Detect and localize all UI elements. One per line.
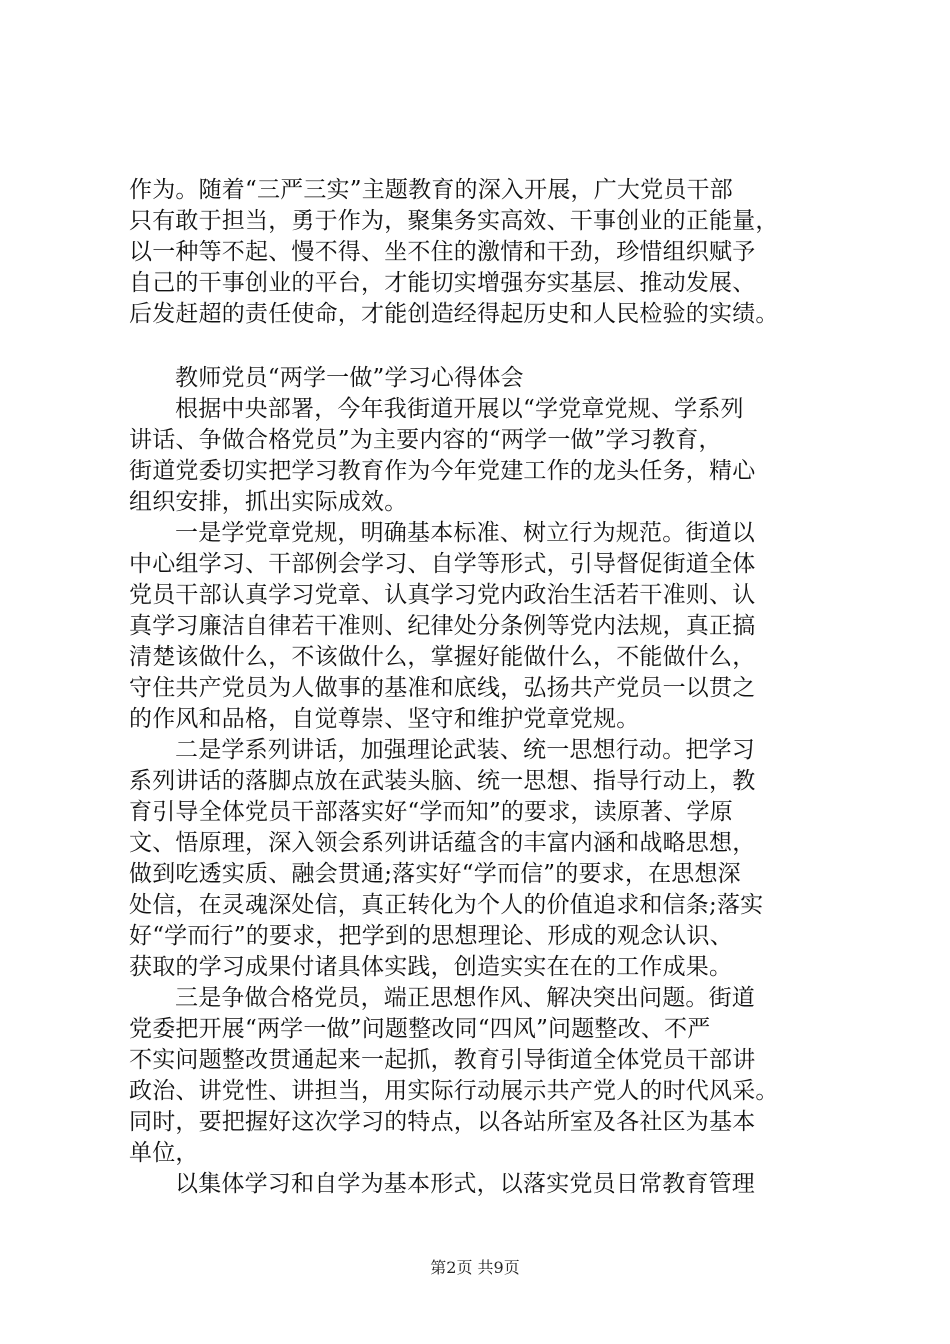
- text-line: 处信，在灵魂深处信，真正转化为个人的价值追求和信条;落实: [129, 892, 764, 918]
- article-body: [129, 394, 829, 1200]
- text-line: 根据中央部署，今年我街道开展以“学党章党规、学系列: [175, 396, 744, 422]
- text-line: 一是学党章党规，明确基本标准、树立行为规范。街道以: [175, 520, 755, 546]
- text-line: 育引导全体党员干部落实好“学而知”的要求，读原著、学原: [129, 799, 733, 825]
- text-line: 好“学而行”的要求，把学到的思想理论、形成的观念认识、: [129, 923, 733, 949]
- text-line: 清楚该做什么，不该做什么，掌握好能做什么，不能做什么，: [129, 644, 756, 670]
- article-title: 教师党员“两学一做”学习心得体会: [175, 365, 524, 391]
- text-line: 做到吃透实质、融会贯通;落实好“学而信”的要求，在思想深: [129, 861, 741, 887]
- text-line: 守住共产党员为人做事的基准和底线，弘扬共产党员一以贯之: [129, 675, 756, 701]
- text-line: 三是争做合格党员，端正思想作风、解决突出问题。街道: [175, 985, 755, 1011]
- text-line: 文、悟原理，深入领会系列讲话蕴含的丰富内涵和战略思想，: [129, 830, 756, 856]
- text-line: 二是学系列讲话，加强理论武装、统一思想行动。把学习: [175, 737, 755, 763]
- text-line: 党员干部认真学习党章、认真学习党内政治生活若干准则、认: [129, 582, 756, 608]
- text-line: 以一种等不起、慢不得、坐不住的激情和干劲，珍惜组织赋予: [129, 239, 756, 265]
- text-line: 以集体学习和自学为基本形式，以落实党员日常教育管理: [175, 1171, 755, 1197]
- text-line: 政治、讲党性、讲担当，用实际行动展示共产党人的时代风采。: [129, 1078, 779, 1104]
- text-line: 讲话、争做合格党员”为主要内容的“两学一做”学习教育，: [129, 427, 722, 453]
- page-footer: 第2页 共9页: [430, 1258, 520, 1277]
- text-line: 系列讲话的落脚点放在武装头脑、统一思想、指导行动上，教: [129, 768, 756, 794]
- document-body: [129, 175, 829, 1200]
- text-line: 只有敢于担当，勇于作为，聚集务实高效、干事创业的正能量，: [129, 208, 779, 234]
- text-line: 街道党委切实把学习教育作为今年党建工作的龙头任务，精心: [129, 458, 756, 484]
- text-line: 党委把开展“两学一做”问题整改同“四风”问题整改、不严: [129, 1016, 711, 1042]
- text-line: 自己的干事创业的平台，才能切实增强夯实基层、推动发展、: [129, 270, 756, 296]
- text-line: 同时，要把握好这次学习的特点，以各站所室及各社区为基本: [129, 1109, 756, 1135]
- text-line: 后发赶超的责任使命，才能创造经得起历史和人民检验的实绩。: [129, 301, 779, 327]
- text-line: 不实问题整改贯通起来一起抓，教育引导街道全体党员干部讲: [129, 1047, 756, 1073]
- text-line: 获取的学习成果付诸具体实践，创造实实在在的工作成果。: [129, 954, 733, 980]
- text-line: 的作风和品格，自觉尊崇、坚守和维护党章党规。: [129, 706, 640, 732]
- intro-paragraph: [129, 175, 829, 330]
- text-line: 真学习廉洁自律若干准则、纪律处分条例等党内法规，真正搞: [129, 613, 756, 639]
- paragraph-gap: [129, 330, 829, 363]
- text-line: 组织安排，抓出实际成效。: [129, 489, 408, 515]
- text-line: 作为。随着“三严三实”主题教育的深入开展，广大党员干部: [129, 177, 733, 203]
- text-line: 中心组学习、干部例会学习、自学等形式，引导督促街道全体: [129, 551, 756, 577]
- text-line: 单位，: [129, 1140, 199, 1166]
